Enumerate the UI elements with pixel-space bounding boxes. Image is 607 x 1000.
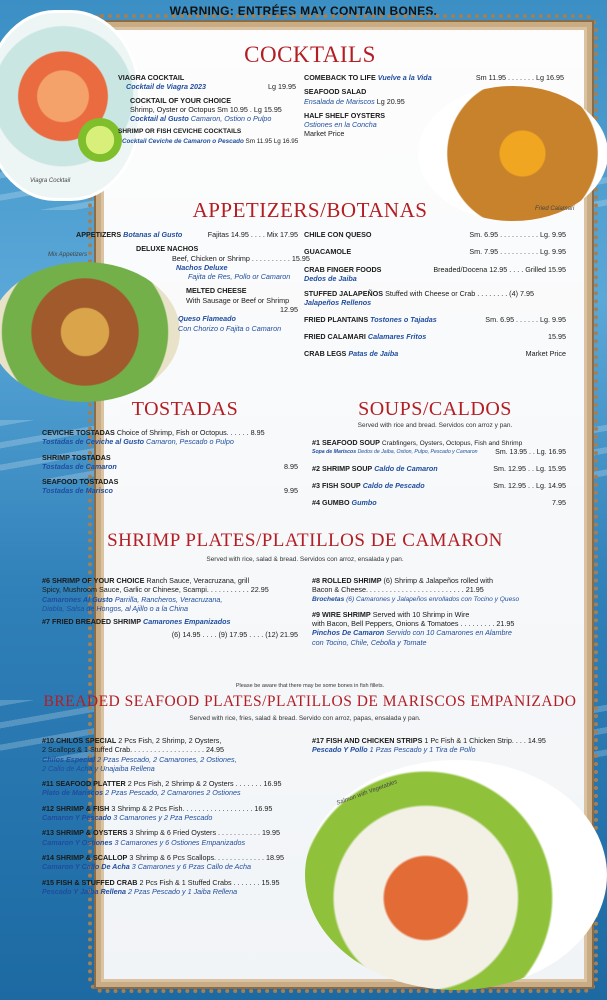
menu-item-sub: [76, 272, 298, 281]
item-price: Lg 19.95: [268, 82, 296, 92]
tostadas-list: [42, 428, 298, 496]
soups-subtitle: Served with rice and bread. Servidos con arroz y pan.: [357, 422, 513, 429]
menu-item-sub: [42, 486, 298, 495]
item-spanish-desc: Con Chorizo o Fajita o Camaron: [178, 323, 282, 333]
menu-item: [42, 428, 298, 437]
item-spanish: Pescado Y Pollo: [312, 745, 368, 755]
item-price: Sm. 12.95 . . Lg. 14.95: [493, 480, 566, 490]
menu-item-sub: [76, 314, 298, 323]
item-price: Sm. 13.95 . . Lg. 16.95: [495, 449, 566, 457]
item-spanish-desc: Fajita de Res, Pollo or Camaron: [188, 272, 291, 282]
item-name: CEVICHE TOSTADAS: [42, 428, 115, 437]
item-name: HALF SHELF OYSTERS: [304, 110, 386, 120]
menu-item: [42, 453, 298, 462]
item-desc: 2 Scallops & 1 Stuffed Crab. . . . . . . . . . . . . . . . . . . 24.95: [42, 745, 225, 755]
shrimp-subtitle: Served with rice, salad & bread. Servidos con arroz, ensalada y pan.: [206, 556, 404, 563]
item-desc: 2 Pcs Fish, 2 Shrimp, 2 Oysters,: [118, 736, 222, 745]
item-spanish: Caldo de Camaron: [374, 463, 438, 473]
item-price: Sm. 6.95 . . . . . . Lg. 9.95: [485, 314, 566, 324]
menu-item-price-row: [42, 630, 298, 639]
item-spanish-desc: Camaron, Pescado o Pulpo: [146, 437, 234, 447]
item-name: #12 SHRIMP & FISH: [42, 803, 110, 813]
viagra-caption: Viagra Cocktail: [30, 178, 71, 184]
menu-item-desc: [42, 585, 298, 594]
item-desc: 3 Shrimp & 2 Pcs Fish. . . . . . . . . . . . . . . . . . 16.95: [111, 803, 273, 813]
item-spanish: Vuelve a la Vida: [377, 73, 432, 82]
item-name: VIAGRA COCKTAIL: [118, 73, 185, 82]
item-spanish: Cocktail de Viagra 2023: [126, 82, 207, 92]
menu-item-sub: [42, 604, 298, 613]
appetizers-left: [76, 230, 310, 333]
item-spanish-desc: Parrilla, Rancheros, Veracruzana,: [114, 594, 223, 604]
item-spanish: Jalapeños Rellenos: [304, 298, 372, 308]
menu-item: [312, 736, 568, 745]
menu-item: [42, 828, 298, 837]
item-spanish-desc: con Tocino, Chile, Cebolla y Tomate: [312, 637, 427, 647]
item-spanish: Ostiones en la Concha: [304, 120, 377, 130]
menu-item-sub: [118, 82, 296, 91]
item-price: Sm. 6.95 . . . . . . . . . . Lg. 9.95: [469, 230, 566, 239]
menu-item-sub: [312, 628, 566, 637]
item-spanish: Patas de Jaiba: [348, 349, 399, 359]
menu-item: [304, 289, 566, 298]
menu-item: [42, 853, 298, 862]
appetizers-right: [304, 230, 566, 359]
item-spanish: Pinchos De Camaron: [312, 628, 385, 638]
item-name: CHILE CON QUESO: [304, 230, 372, 239]
menu-item-sub: [42, 813, 298, 822]
menu-item: [304, 111, 564, 120]
item-name: #7 FRIED BREADED SHRIMP: [42, 617, 142, 627]
menu-item-desc: [42, 745, 298, 754]
item-desc: Shrimp, Oyster or Octopus Sm 10.95 . Lg 15.95: [130, 104, 282, 114]
item-spanish: Camaron Y Pescado: [42, 813, 112, 823]
menu-item: [118, 96, 296, 105]
menu-item-sub: [118, 114, 296, 123]
item-spanish: Cocktail al Gusto: [130, 114, 189, 124]
menu-item-desc: [76, 296, 298, 305]
menu-item-sub: [42, 755, 298, 764]
item-name: FRIED CALAMARI: [304, 332, 366, 342]
item-desc: Stuffed with Cheese or Crab . . . . . . . . (4) 7.95: [385, 289, 534, 299]
breaded-subtitle: Served with rice, fries, salad & bread. Servido con arroz, papas, ensalada y pan.: [189, 715, 421, 722]
shrimp-left: [42, 576, 298, 640]
menu-item-sub: [312, 745, 568, 754]
menu-item-desc: [118, 105, 296, 114]
item-desc: with Bacon, Bell Peppers, Onions & Tomatoes . . . . . . . . . 21.95: [312, 619, 515, 629]
item-spanish: Sopa de Mariscos: [312, 449, 357, 456]
item-name: #17 FISH AND CHICKEN STRIPS: [312, 736, 423, 745]
item-price: Lg 20.95: [376, 96, 405, 106]
item-price: Sm. 12.95 . . Lg. 15.95: [493, 463, 566, 473]
calamari-caption: Fried Calamari: [535, 206, 575, 212]
menu-item-desc: [304, 129, 564, 138]
menu-item: [42, 878, 298, 887]
item-price: Sm. 7.95 . . . . . . . . . . Lg. 9.95: [469, 247, 566, 257]
menu-item: [312, 498, 566, 507]
item-name: #14 SHRIMP & SCALLOP: [42, 852, 128, 862]
item-price: 15.95: [548, 332, 566, 342]
cocktails-right: [304, 73, 564, 139]
item-spanish: Chilos Especial: [42, 754, 96, 764]
menu-item: [304, 247, 566, 256]
item-spanish-desc: Camaron, Ostion o Pulpo: [190, 114, 272, 124]
menu-item-sub: [76, 324, 298, 333]
item-desc: Choice of Shrimp, Fish or Octopus. . . . . . 8.95: [116, 428, 265, 437]
item-name: GUACAMOLE: [304, 247, 352, 257]
item-spanish: Tostadas de Ceviche al Gusto: [42, 437, 144, 447]
item-spanish: Gumbo: [351, 498, 377, 508]
menu-item: [312, 464, 566, 473]
item-name: COCKTAIL OF YOUR CHOICE: [130, 95, 232, 105]
item-spanish: Pescado Y Jaiba Rellena: [42, 886, 127, 896]
menu-item: [76, 230, 298, 239]
item-spanish-desc: 2 Pzas Pescado y 1 Jaiba Rellena: [128, 886, 238, 896]
item-spanish-desc: Servido con 10 Camarones en Alambre: [386, 628, 512, 638]
menu-item-sub: [42, 764, 298, 773]
shrimp-title: SHRIMP PLATES/PLATILLOS DE CAMARON: [107, 530, 503, 551]
menu-item-sub: [42, 862, 298, 871]
menu-item: [304, 349, 566, 358]
item-price: 9.95: [284, 486, 298, 496]
menu-item: [304, 265, 566, 274]
menu-item: [304, 73, 564, 82]
item-desc: Spicy, Mushroom Sauce, Garlic or Chinese, Scampi. . . . . . . . . . . 22.95: [42, 585, 269, 595]
tostadas-title: TOSTADAS: [131, 398, 239, 420]
item-spanish-desc: 3 Camarones y 2 Pza Pescado: [113, 813, 213, 823]
item-desc: 3 Shrimp & 6 Pcs Scallops. . . . . . . . . . . . . 18.95: [129, 852, 284, 862]
item-name: #10 CHILOS SPECIAL: [42, 736, 117, 745]
item-price: Sm 11.95 Lg 16.95: [245, 137, 299, 145]
item-spanish: Plato de Mariscos: [42, 788, 104, 798]
menu-item: [42, 736, 298, 745]
item-desc: Crabfingers, Oysters, Octopus, Fish and Shrimp: [381, 440, 523, 447]
item-desc: 3 Shrimp & 6 Fried Oysters . . . . . . . . . . . 19.95: [129, 828, 280, 838]
soups-title: SOUPS/CALDOS: [358, 398, 512, 420]
item-spanish-desc: 2 Callo de Acha y Unajaiba Rellena: [42, 763, 155, 773]
item-desc: Ranch Sauce, Veracruzana, grill: [146, 576, 250, 585]
menu-item-sub: [304, 120, 564, 129]
menu-item-sub: [76, 263, 298, 272]
item-name: APPETIZERS: [76, 230, 122, 239]
menu-item: [118, 73, 296, 82]
item-name: COMEBACK TO LIFE: [304, 73, 376, 82]
item-name: #4 GUMBO: [312, 498, 350, 508]
item-name: CRAB FINGER FOODS: [304, 264, 382, 274]
item-spanish: Nachos Deluxe: [176, 262, 228, 272]
item-spanish: Tostones o Tajadas: [370, 314, 437, 324]
item-desc: Served with 10 Shrimp in Wire: [372, 609, 470, 619]
item-name: #3 FISH SOUP: [312, 480, 361, 490]
item-name: CRAB LEGS: [304, 349, 347, 359]
menu-item: [42, 617, 298, 626]
item-spanish-desc: Dedos de Jaiba, Ostion, Pulpo, Pescado y Camaron: [357, 449, 478, 456]
item-name: #9 WIRE SHRIMP: [312, 609, 371, 619]
item-desc: (6) Shrimp & Jalapeños rolled with: [383, 576, 493, 585]
item-spanish: Brochetas: [312, 595, 345, 603]
menu-item-sub: [42, 788, 298, 797]
item-desc: 2 Pcs Fish, 2 Shrimp & 2 Oysters . . . . . . . 16.95: [127, 779, 282, 789]
shrimp-right: [312, 576, 566, 647]
item-spanish: Camaron Y Callo De Acha: [42, 862, 130, 872]
item-spanish: Dedos de Jaiba: [304, 273, 357, 283]
item-price: Fajitas 14.95 . . . . Mix 17.95: [207, 230, 298, 239]
cocktails-left: [118, 73, 299, 146]
item-spanish: Calamares Fritos: [367, 332, 427, 342]
menu-item: [118, 127, 296, 136]
item-desc: 2 Pcs Fish & 1 Stuffed Crabs . . . . . . . 15.95: [139, 877, 280, 887]
menu-item-sub: [42, 437, 298, 446]
item-spanish: Camaron Y Ostiones: [42, 837, 113, 847]
item-price: 7.95: [552, 498, 566, 508]
item-name: #8 ROLLED SHRIMP: [312, 576, 382, 585]
menu-item-sub: [42, 595, 298, 604]
item-desc: Bacon & Cheese. . . . . . . . . . . . . . . . . . . . . . . . . 21.95: [312, 585, 484, 595]
menu-item: [312, 576, 566, 585]
item-spanish: Tostadas de Camaron: [42, 461, 117, 471]
menu-item: [304, 230, 566, 239]
menu-item-sub: [42, 887, 298, 896]
item-name: SEAFOOD TOSTADAS: [42, 477, 119, 487]
item-spanish: Tostadas de Marisco: [42, 486, 113, 496]
menu-item-desc: [312, 619, 566, 628]
menu-item: [76, 286, 298, 295]
item-price: Market Price: [525, 349, 566, 359]
item-name: DELUXE NACHOS: [136, 244, 199, 254]
bones-note: Please be aware that there may be some bones in fish fillets.: [235, 683, 385, 689]
menu-item-sub: [312, 638, 566, 647]
item-spanish: Camarones Al Gusto: [42, 594, 113, 604]
item-spanish: Caldo de Pescado: [362, 480, 425, 490]
menu-item: [312, 438, 566, 448]
menu-item-sub: [304, 298, 566, 307]
mix-caption: Mix Appetizers: [48, 252, 88, 258]
item-spanish: Ensalada de Mariscos: [304, 96, 375, 106]
item-spanish-desc: 1 Pzas Pescado y 1 Tira de Pollo: [369, 745, 476, 755]
item-spanish-desc: Diabla, Salsa de Hongos, al Ajillo o a la China: [42, 603, 188, 613]
menu-item: [76, 244, 298, 253]
item-name: #6 SHRIMP OF YOUR CHOICE: [42, 576, 145, 585]
breaded-right: [312, 736, 568, 755]
menu-item: [42, 477, 298, 486]
menu-item-sub: [42, 838, 298, 847]
item-name: MELTED CHEESE: [186, 286, 247, 296]
menu-item: [304, 315, 566, 324]
menu-item: [312, 610, 566, 619]
lime-icon: [78, 118, 122, 162]
item-spanish-desc: 2 Pzas Pescado, 2 Camarones 2 Ostiones: [105, 788, 241, 798]
item-name: #11 SEAFOOD PLATTER: [42, 779, 126, 789]
menu-item-desc: [76, 305, 298, 314]
cocktails-title: COCKTAILS: [244, 42, 376, 67]
item-name: SEAFOOD SALAD: [304, 87, 367, 97]
soups-list: [312, 438, 566, 507]
item-spanish-desc: 3 Camarones y 6 Pzas Callo de Acha: [131, 862, 251, 872]
warning-banner: WARNING: ENTRÉES MAY CONTAIN BONES.: [169, 4, 438, 18]
breaded-list: [42, 736, 298, 896]
item-desc: Beef, Chicken or Shrimp . . . . . . . . . . 15.95: [172, 253, 310, 263]
menu-item-sub: [312, 448, 566, 457]
item-name: FRIED PLANTAINS: [304, 314, 369, 324]
item-name: #1 SEAFOOD SOUP: [312, 438, 380, 447]
menu-item-sub: [42, 462, 298, 471]
item-name: #15 FISH & STUFFED CRAB: [42, 877, 138, 887]
menu-item: [312, 481, 566, 490]
menu-item-sub: [312, 595, 566, 604]
breaded-title: BREADED SEAFOOD PLATES/PLATILLOS DE MARISCOS EMPANIZADO: [43, 693, 577, 710]
menu-item-sub: [118, 137, 299, 146]
menu-item: [304, 87, 564, 96]
item-name: STUFFED JALAPEÑOS: [304, 289, 384, 299]
item-desc: 1 Pc Fish & 1 Chicken Strip. . . . 14.95: [424, 736, 546, 745]
menu-item-desc: [312, 585, 566, 594]
item-name: SHRIMP OR FISH CEVICHE COCKTAILS: [118, 128, 242, 136]
item-price: Breaded/Docena 12.95 . . . . Grilled 15.95: [433, 264, 566, 274]
menu-item: [42, 576, 298, 585]
item-spanish: Botanas al Gusto: [123, 230, 183, 239]
item-spanish: Cocktail Ceviche de Camaron o Pescado: [122, 137, 244, 145]
item-price: Market Price: [304, 129, 345, 139]
menu-item-desc: [76, 253, 310, 263]
menu-item: [42, 779, 298, 788]
salmon-photo: [305, 760, 607, 990]
item-name: #2 SHRIMP SOUP: [312, 463, 373, 473]
item-spanish: Camarones Empanizados: [143, 617, 231, 627]
item-spanish-desc: 3 Camarones y 6 Ostiones Empanizados: [114, 837, 246, 847]
item-desc: With Sausage or Beef or Shrimp: [186, 295, 290, 305]
item-price: 8.95: [284, 461, 298, 471]
item-spanish-desc: (6) Camarones y Jalapeños enrollados con Tocino y Queso: [346, 595, 520, 603]
item-spanish-desc: 2 Pzas Pescado, 2 Camarones, 2 Ostiones,: [97, 754, 237, 764]
menu-item: [304, 332, 566, 341]
menu-item: [42, 804, 298, 813]
item-spanish: Queso Flameado: [178, 314, 236, 324]
appetizers-title: APPETIZERS/BOTANAS: [192, 198, 428, 222]
item-price: (6) 14.95 . . . . (9) 17.95 . . . . (12) 21.95: [171, 630, 298, 640]
item-price: 12.95: [280, 305, 298, 315]
menu-item-sub: [304, 274, 566, 283]
menu-item-sub: [304, 97, 564, 106]
item-name: #13 SHRIMP & OYSTERS: [42, 828, 128, 838]
salmon-caption: Salmon with Vegetables: [335, 779, 399, 807]
item-price: Sm 11.95 . . . . . . . Lg 16.95: [475, 73, 564, 82]
item-name: SHRIMP TOSTADAS: [42, 452, 111, 462]
